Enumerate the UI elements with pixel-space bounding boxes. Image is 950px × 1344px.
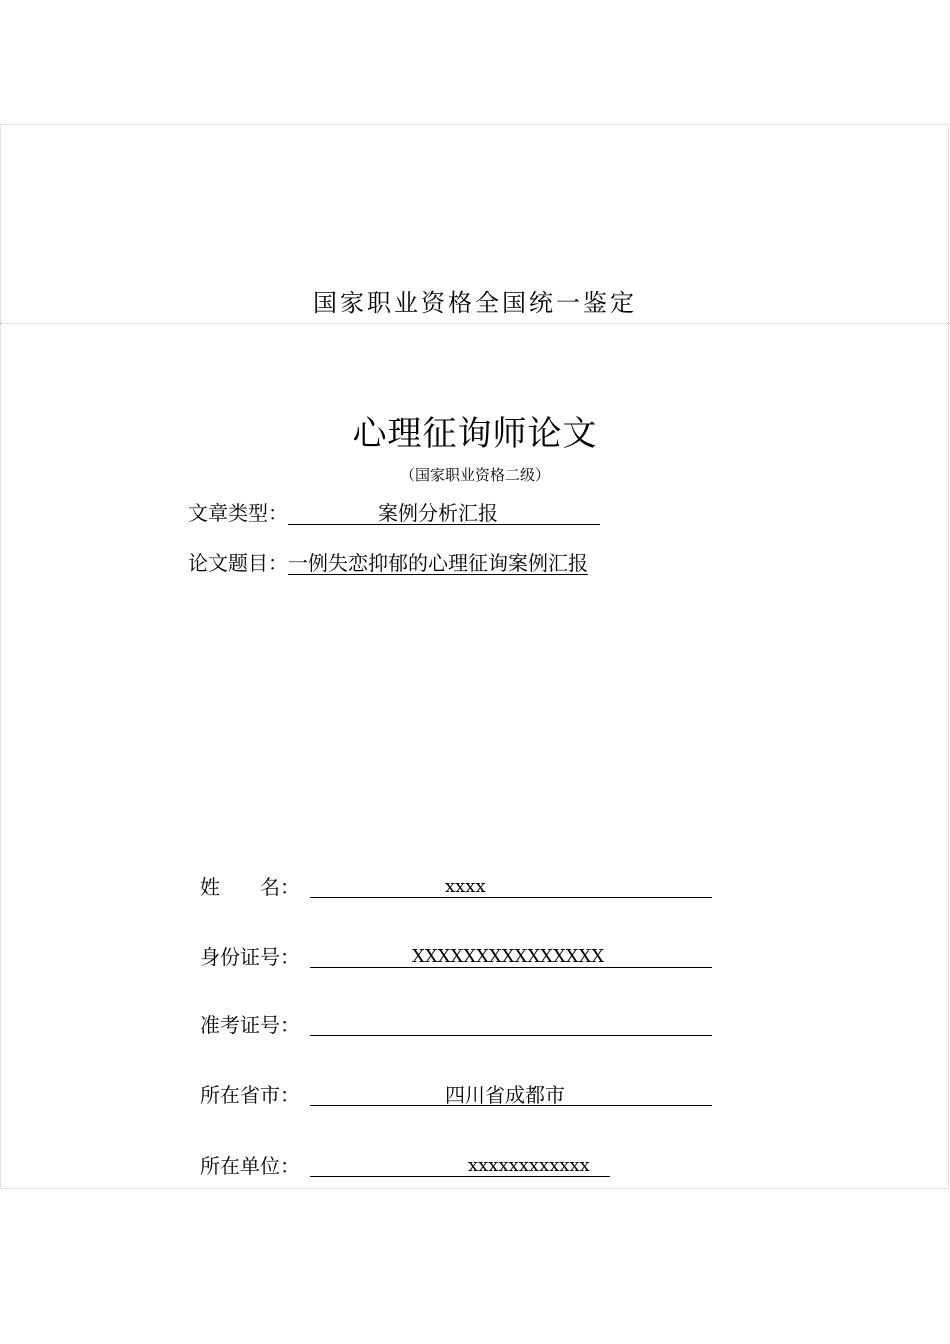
id-label: 身份证号： <box>200 945 300 969</box>
name-value: xxxx <box>445 876 486 897</box>
topic-label: 论文题目： <box>188 551 288 575</box>
article-type-value: 案例分析汇报 <box>288 502 600 525</box>
topic-value: 一例失恋抑郁的心理征询案例汇报 <box>288 551 588 575</box>
province-label: 所在省市： <box>200 1083 300 1107</box>
article-type-row <box>188 499 600 527</box>
province-value: 四川省成都市 <box>445 1083 565 1107</box>
article-type-label: 文章类型： <box>188 501 288 525</box>
exam-number-underline <box>310 1035 712 1036</box>
exam-number-row <box>200 1011 310 1039</box>
header-rule <box>0 323 950 324</box>
exam-number-label: 准考证号： <box>200 1013 300 1037</box>
topic-row <box>188 549 588 577</box>
id-value: XXXXXXXXXXXXXXX <box>412 946 605 967</box>
province-row <box>200 1081 565 1109</box>
unit-label: 所在单位： <box>200 1154 300 1178</box>
name-underline <box>310 897 712 898</box>
unit-row <box>200 1152 590 1180</box>
name-row <box>200 873 486 901</box>
unit-value: xxxxxxxxxxxx <box>468 1155 590 1176</box>
exam-header: 国家职业资格全国统一鉴定 <box>313 289 637 317</box>
paper-title: 心理征询师论文 <box>352 414 598 454</box>
name-label: 姓 名： <box>200 875 300 899</box>
paper-subtitle: （国家职业资格二级） <box>399 466 550 484</box>
id-row <box>200 943 605 971</box>
